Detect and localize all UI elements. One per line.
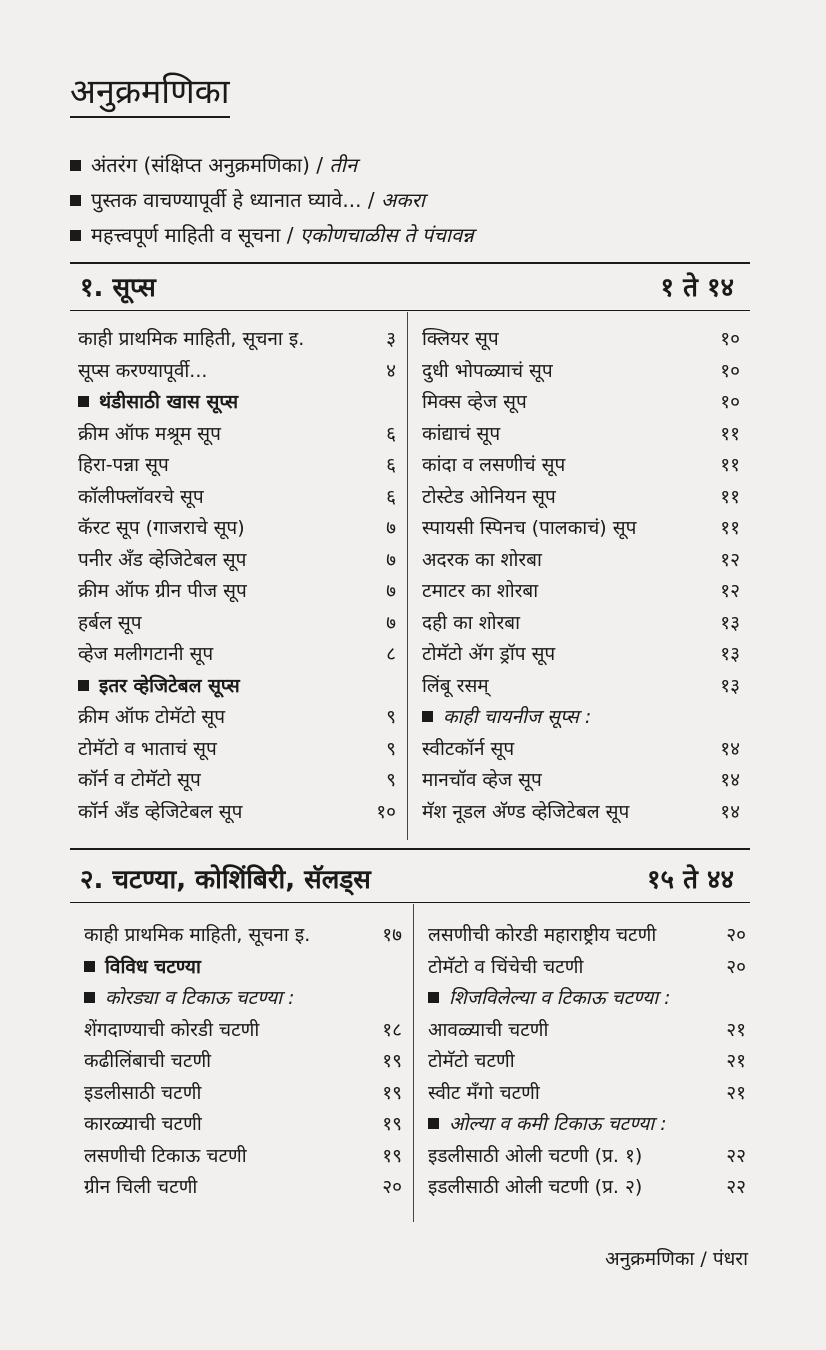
toc-entry-page: २० [382, 1176, 402, 1198]
toc-entry-page: १७ [382, 924, 402, 946]
toc-entry-page: ७ [386, 580, 396, 602]
toc-entry-page: १० [720, 359, 740, 382]
square-bullet-icon [70, 195, 81, 206]
toc-entry-label: काही प्राथमिक माहिती, सूचना इ. [84, 924, 311, 946]
toc-entry [428, 1046, 746, 1078]
toc-subheading [422, 702, 740, 734]
toc-entry-label: काही चायनीज सूप्स : [443, 706, 592, 728]
toc-entry-label: क्रीम ऑफ मश्रूम सूप [78, 422, 221, 445]
toc-entry [428, 1078, 746, 1110]
toc-entry-label: कॉलीफ्लॉवरचे सूप [78, 485, 204, 508]
toc-subheading [78, 387, 396, 419]
toc-entry-label: इतर व्हेजिटेबल सूप्स [99, 674, 240, 697]
toc-entry [78, 419, 396, 451]
toc-entry-page: १३ [720, 611, 740, 634]
toc-entry [422, 450, 740, 482]
toc-entry-page: २२ [726, 1144, 746, 1167]
toc-entry-page: ८ [386, 643, 396, 665]
toc-entry-page: १९ [382, 1144, 402, 1167]
toc-entry-label: कढीलिंबाची चटणी [84, 1050, 212, 1072]
toc-entry [84, 1078, 402, 1110]
toc-entry-page: १२ [720, 548, 740, 571]
toc-entry [422, 608, 740, 640]
toc-entry-label: कॉर्न अँड व्हेजिटेबल सूप [78, 800, 243, 823]
section-1-left-column [78, 324, 396, 828]
toc-entry-page: ७ [386, 611, 396, 634]
toc-entry-page: २१ [726, 1081, 746, 1104]
section-2-left-column [84, 920, 402, 1204]
toc-entry-page [738, 983, 746, 1015]
toc-entry-label: क्लियर सूप [422, 328, 499, 350]
toc-entry [84, 1109, 402, 1141]
toc-entry-page: ९ [386, 737, 396, 760]
toc-entry-label: कांदा व लसणीचं सूप [422, 454, 566, 476]
toc-entry-label: कोरड्या व टिकाऊ चटण्या : [105, 987, 295, 1009]
page-title: अनुक्रमणिका [70, 70, 230, 118]
toc-entry-label: इडलीसाठी ओली चटणी (प्र. १) [428, 1144, 643, 1167]
toc-entry [78, 450, 396, 482]
toc-entry-label: आवळ्याची चटणी [428, 1018, 549, 1041]
toc-entry-label: विविध चटण्या [105, 955, 201, 978]
intro-item-ref: तीन [329, 153, 358, 177]
toc-subheading [78, 671, 396, 703]
square-bullet-icon [70, 160, 81, 171]
square-bullet-icon [78, 396, 89, 407]
toc-entry-label: दही का शोरबा [422, 611, 521, 634]
toc-entry [422, 797, 740, 829]
toc-entry [422, 765, 740, 797]
toc-entry [78, 797, 396, 829]
toc-entry [422, 576, 740, 608]
intro-item-ref: एकोणचाळीस ते पंचावन्न [299, 223, 474, 247]
toc-entry-page: ६ [386, 454, 396, 476]
toc-entry-label: स्वीटकॉर्न सूप [422, 737, 515, 760]
toc-entry-page [732, 702, 740, 734]
toc-entry-label: दुधी भोपळ्याचं सूप [422, 359, 553, 382]
toc-entry [78, 482, 396, 514]
toc-entry-page: १९ [382, 1113, 402, 1135]
square-bullet-icon [428, 1118, 439, 1129]
toc-entry-label: इडलीसाठी ओली चटणी (प्र. २) [428, 1176, 643, 1198]
section-2-range: १५ ते ४४ [646, 865, 734, 895]
toc-entry [84, 1046, 402, 1078]
toc-entry [422, 324, 740, 356]
intro-item [70, 183, 474, 218]
toc-entry-label: स्पायसी स्पिनच (पालकाचं) सूप [422, 517, 637, 539]
toc-entry-label: लसणीची टिकाऊ चटणी [84, 1144, 247, 1167]
toc-entry-page [738, 1109, 746, 1141]
toc-entry-label: कॅरट सूप (गाजराचे सूप) [78, 517, 245, 539]
toc-entry-label: शिजविलेल्या व टिकाऊ चटण्या : [449, 987, 671, 1009]
toc-entry-page: १९ [382, 1081, 402, 1104]
toc-entry-page [388, 387, 396, 419]
toc-entry-label: क्रीम ऑफ ग्रीन पीज सूप [78, 580, 247, 602]
intro-item [70, 148, 474, 183]
toc-entry [428, 1015, 746, 1047]
toc-entry-page: ७ [386, 548, 396, 571]
intro-list [70, 148, 474, 253]
square-bullet-icon [84, 961, 95, 972]
toc-entry-page: ९ [386, 769, 396, 791]
toc-subheading [84, 983, 402, 1015]
toc-entry [84, 1015, 402, 1047]
section-divider [70, 848, 750, 850]
toc-entry-label: ओल्या व कमी टिकाऊ चटण्या : [449, 1113, 667, 1135]
toc-entry-label: क्रीम ऑफ टोमॅटो सूप [78, 706, 226, 728]
section-2-title: २. चटण्या, कोशिंबिरी, सॅलड्स [80, 865, 371, 895]
toc-entry-label: व्हेज मलीगटानी सूप [78, 643, 214, 665]
toc-subheading [428, 983, 746, 1015]
toc-entry-label: स्वीट मँगो चटणी [428, 1081, 540, 1104]
toc-entry-label: लिंबू रसम् [422, 674, 489, 697]
section-2-right-column [428, 920, 746, 1204]
toc-entry [428, 952, 746, 984]
toc-entry-page: ३ [386, 328, 396, 350]
toc-entry-page: २१ [726, 1018, 746, 1041]
toc-entry [78, 513, 396, 545]
toc-entry-page: १३ [720, 674, 740, 697]
toc-entry-page: १८ [382, 1018, 402, 1041]
toc-entry-page: ७ [386, 517, 396, 539]
toc-entry-page: ११ [720, 485, 740, 508]
toc-entry-page: २० [726, 955, 746, 978]
toc-entry-page: १४ [720, 800, 740, 823]
column-divider [413, 904, 414, 1222]
toc-entry-label: अदरक का शोरबा [422, 548, 542, 571]
toc-entry-label: टोमॅटो ॲग ड्रॉप सूप [422, 643, 556, 665]
toc-entry-page: ४ [386, 359, 396, 382]
toc-entry [422, 513, 740, 545]
toc-entry-page [394, 983, 402, 1015]
toc-entry-label: हर्बल सूप [78, 611, 142, 634]
toc-entry-page: ११ [720, 422, 740, 445]
toc-entry [422, 482, 740, 514]
toc-subheading [428, 1109, 746, 1141]
toc-entry [84, 1172, 402, 1204]
toc-entry [422, 387, 740, 419]
section-1-right-column [422, 324, 740, 828]
toc-entry [78, 545, 396, 577]
toc-entry-label: इडलीसाठी चटणी [84, 1081, 202, 1104]
toc-entry [428, 920, 746, 952]
toc-entry-page: ६ [386, 422, 396, 445]
toc-entry [78, 324, 396, 356]
toc-entry-label: कारळ्याची चटणी [84, 1113, 202, 1135]
toc-entry-label: टोमॅटो व चिंचेची चटणी [428, 955, 584, 978]
toc-entry-label: सूप्स करण्यापूर्वी... [78, 359, 208, 382]
toc-entry [422, 639, 740, 671]
toc-entry [84, 1141, 402, 1173]
toc-entry-page: ९ [386, 706, 396, 728]
toc-entry-page: १२ [720, 580, 740, 602]
toc-entry-page: २० [726, 924, 746, 946]
toc-entry-page: १० [376, 800, 396, 823]
toc-entry [78, 356, 396, 388]
toc-entry-label: थंडीसाठी खास सूप्स [99, 391, 239, 413]
toc-entry [422, 419, 740, 451]
section-divider [70, 310, 750, 311]
toc-entry-label: टोस्टेड ओनियन सूप [422, 485, 556, 508]
toc-entry-page: १० [720, 328, 740, 350]
toc-entry-page: ११ [720, 517, 740, 539]
toc-entry [428, 1172, 746, 1204]
toc-entry [84, 920, 402, 952]
toc-entry [428, 1141, 746, 1173]
intro-item-text: अंतरंग (संक्षिप्त अनुक्रमणिका) / [91, 153, 330, 177]
toc-entry [422, 356, 740, 388]
toc-entry-page: १९ [382, 1050, 402, 1072]
section-divider [70, 902, 750, 903]
toc-entry-page [394, 952, 402, 984]
toc-entry [422, 671, 740, 703]
toc-entry-page: ११ [720, 454, 740, 476]
toc-entry [78, 608, 396, 640]
toc-entry-label: टोमॅटो चटणी [428, 1050, 515, 1072]
toc-entry-label: टोमॅटो व भाताचं सूप [78, 737, 217, 760]
intro-item-text: पुस्तक वाचण्यापूर्वी हे ध्यानात घ्यावे... / [91, 188, 381, 212]
toc-subheading [84, 952, 402, 984]
toc-entry-label: कांद्याचं सूप [422, 422, 501, 445]
toc-entry-page: १३ [720, 643, 740, 665]
square-bullet-icon [422, 711, 433, 722]
square-bullet-icon [78, 680, 89, 691]
toc-entry [78, 576, 396, 608]
intro-item-ref: अकरा [380, 188, 425, 212]
toc-entry-label: हिरा-पन्ना सूप [78, 454, 169, 476]
toc-entry-label: टमाटर का शोरबा [422, 580, 539, 602]
toc-entry-label: कॉर्न व टोमॅटो सूप [78, 769, 201, 791]
toc-entry-label: मानचॉव व्हेज सूप [422, 769, 542, 791]
square-bullet-icon [84, 992, 95, 1003]
toc-entry-page: १४ [720, 737, 740, 760]
square-bullet-icon [70, 230, 81, 241]
toc-entry-page: २१ [726, 1050, 746, 1072]
toc-entry [422, 545, 740, 577]
column-divider [407, 312, 408, 840]
toc-entry [78, 765, 396, 797]
section-1-range: १ ते १४ [660, 273, 734, 303]
toc-entry-label: ग्रीन चिली चटणी [84, 1176, 198, 1198]
toc-entry-page [388, 671, 396, 703]
toc-entry [78, 702, 396, 734]
toc-entry-page: १४ [720, 769, 740, 791]
page-footer: अनुक्रमणिका / पंधरा [605, 1248, 748, 1270]
toc-entry-page: १० [720, 391, 740, 413]
toc-entry-label: मॅश नूडल अ‍ॅण्ड व्हेजिटेबल सूप [422, 800, 630, 823]
toc-entry-page: ६ [386, 485, 396, 508]
toc-entry [78, 639, 396, 671]
toc-entry-label: पनीर अँड व्हेजिटेबल सूप [78, 548, 247, 571]
section-1-title: १. सूप्स [80, 273, 156, 303]
toc-entry-label: लसणीची कोरडी महाराष्ट्रीय चटणी [428, 924, 657, 946]
section-divider [70, 262, 750, 264]
toc-entry-label: शेंगदाण्याची कोरडी चटणी [84, 1018, 260, 1041]
toc-entry-label: मिक्स व्हेज सूप [422, 391, 527, 413]
toc-entry-page: २२ [726, 1176, 746, 1198]
toc-entry [78, 734, 396, 766]
toc-entry [422, 734, 740, 766]
intro-item-text: महत्त्वपूर्ण माहिती व सूचना / [91, 223, 300, 247]
intro-item [70, 218, 474, 253]
toc-entry-label: काही प्राथमिक माहिती, सूचना इ. [78, 328, 305, 350]
square-bullet-icon [428, 992, 439, 1003]
